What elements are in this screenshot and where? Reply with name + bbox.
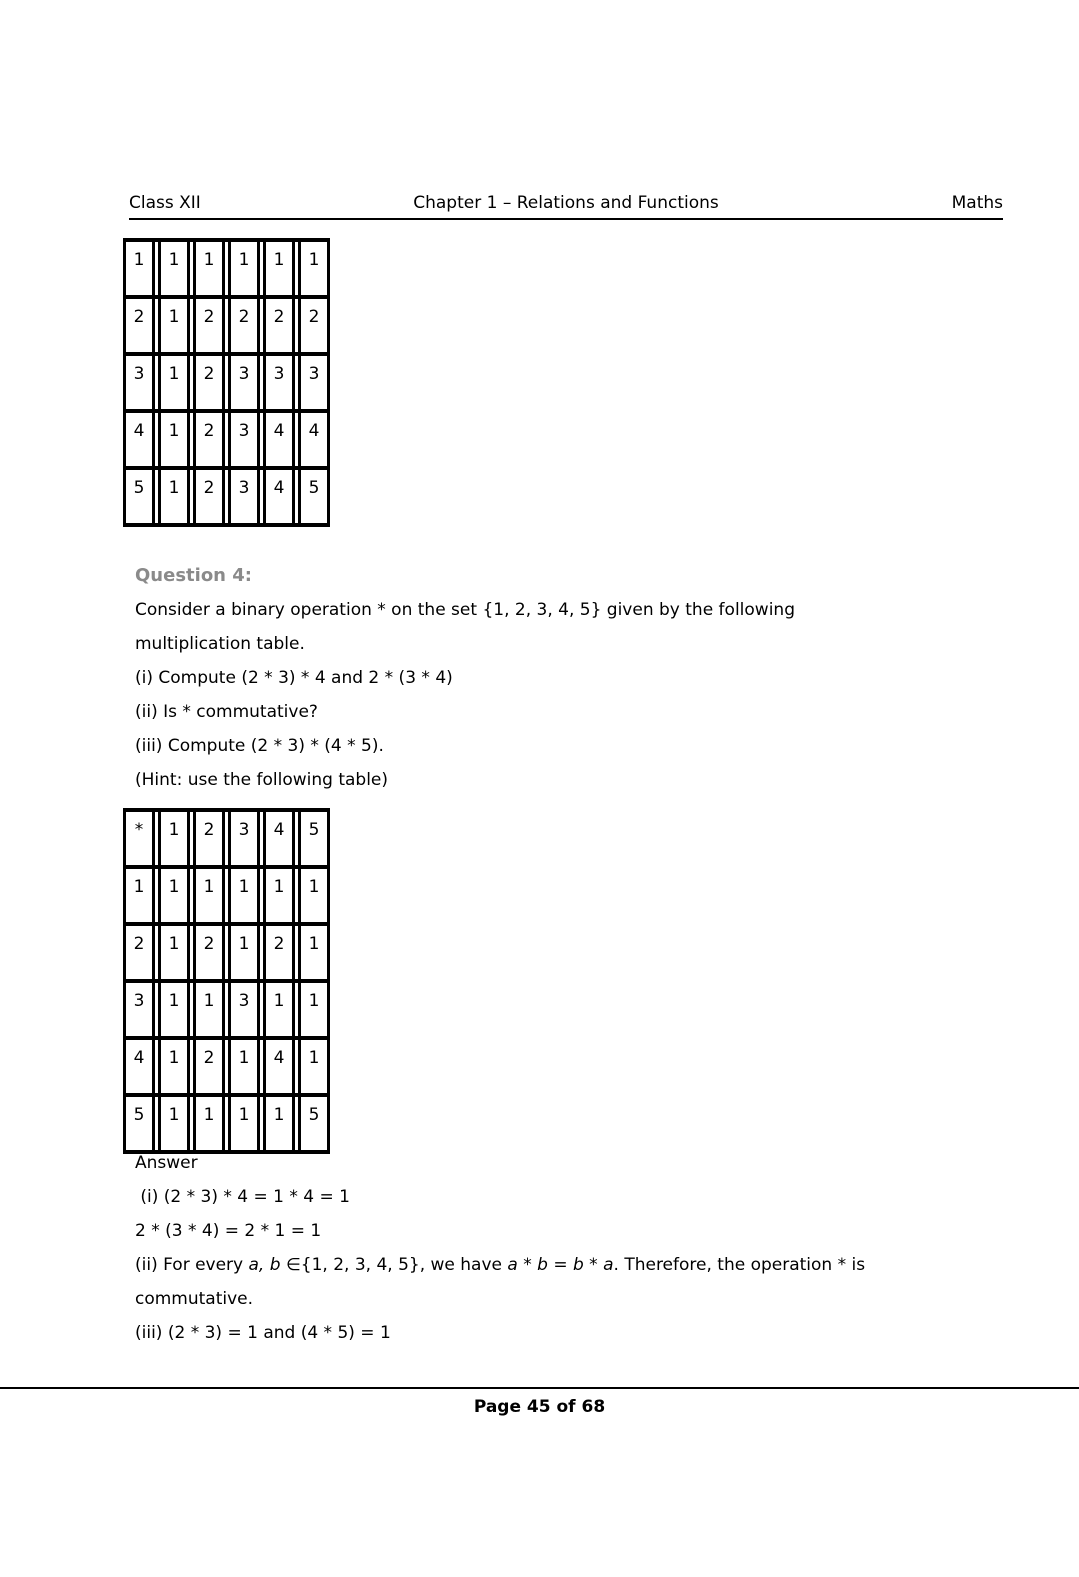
- text-run: *: [583, 1255, 604, 1275]
- table-cell: 3: [228, 812, 260, 865]
- question-text-line: multiplication table.: [135, 634, 305, 654]
- table-row: [123, 356, 330, 413]
- table-cell: 5: [123, 1097, 155, 1150]
- table-cell: 2: [193, 1040, 225, 1093]
- table-cell: 1: [228, 242, 260, 295]
- text-run: (ii) For every: [135, 1255, 249, 1275]
- question-heading: Question 4:: [135, 565, 252, 586]
- question-part-ii: (ii) Is * commutative?: [135, 702, 318, 722]
- table-row: [123, 238, 330, 299]
- table-cell: 1: [158, 1097, 190, 1150]
- table-cell: 2: [123, 299, 155, 352]
- answer-line-i-2: 2 * (3 * 4) = 2 * 1 = 1: [135, 1221, 322, 1241]
- header-subject: Maths: [951, 193, 1003, 213]
- table-cell: 2: [193, 470, 225, 523]
- table-cell: 3: [228, 983, 260, 1036]
- table-cell: 1: [298, 869, 330, 922]
- page-header: [129, 193, 1003, 220]
- table-cell: 1: [228, 926, 260, 979]
- table-row: [123, 413, 330, 470]
- text-run: b: [572, 1255, 584, 1275]
- table-cell: 1: [158, 869, 190, 922]
- table-cell: 4: [123, 413, 155, 466]
- answer-label: Answer: [135, 1153, 198, 1173]
- table-cell: 3: [228, 470, 260, 523]
- table-cell: 1: [158, 983, 190, 1036]
- table-cell: 2: [193, 812, 225, 865]
- table-row: [123, 808, 330, 869]
- answer-line-iii: (iii) (2 * 3) = 1 and (4 * 5) = 1: [135, 1323, 391, 1343]
- table-cell: 1: [158, 1040, 190, 1093]
- question-hint: (Hint: use the following table): [135, 770, 389, 790]
- table-cell: 1: [298, 926, 330, 979]
- table-cell: 3: [298, 356, 330, 409]
- table-cell: 4: [123, 1040, 155, 1093]
- table-cell: 2: [123, 926, 155, 979]
- question-part-iii: (iii) Compute (2 * 3) * (4 * 5).: [135, 736, 384, 756]
- table-cell: 1: [228, 869, 260, 922]
- table-cell: 1: [263, 1097, 295, 1150]
- answer-line-ii: [135, 1248, 1015, 1282]
- table-cell: *: [123, 812, 155, 865]
- answer-line-i-1: (i) (2 * 3) * 4 = 1 * 4 = 1: [135, 1187, 350, 1207]
- table-cell: 1: [158, 812, 190, 865]
- table-cell: 4: [298, 413, 330, 466]
- hint-operation-table: [123, 808, 330, 1154]
- table-cell: 2: [263, 926, 295, 979]
- text-run: a, b: [248, 1255, 281, 1275]
- table-cell: 5: [298, 812, 330, 865]
- table-cell: 5: [123, 470, 155, 523]
- table-cell: 1: [158, 926, 190, 979]
- question-text-line: Consider a binary operation * on the set {1, 2, 3, 4, 5} given by the following: [135, 600, 795, 620]
- table-cell: 1: [263, 242, 295, 295]
- table-cell: 4: [263, 470, 295, 523]
- question-part-i: (i) Compute (2 * 3) * 4 and 2 * (3 * 4): [135, 668, 453, 688]
- operation-table-top: [123, 238, 330, 527]
- header-chapter-title: Chapter 1 – Relations and Functions: [413, 193, 719, 213]
- table-cell: 1: [193, 242, 225, 295]
- text-run: a: [507, 1255, 518, 1275]
- table-row: [123, 299, 330, 356]
- table-cell: 1: [263, 869, 295, 922]
- table-cell: 2: [228, 299, 260, 352]
- text-run: *: [517, 1255, 538, 1275]
- table-cell: 1: [158, 413, 190, 466]
- table-row: [123, 869, 330, 926]
- table-cell: 1: [228, 1097, 260, 1150]
- table-cell: 5: [298, 470, 330, 523]
- answer-block: [135, 1146, 1015, 1350]
- header-class: Class XII: [129, 193, 201, 213]
- text-run: b: [537, 1255, 548, 1275]
- table-cell: 4: [263, 1040, 295, 1093]
- table-cell: 1: [193, 983, 225, 1036]
- table-cell: 1: [158, 299, 190, 352]
- table-row: [123, 983, 330, 1040]
- page-number: Page 45 of 68: [473, 1397, 606, 1417]
- table-cell: 1: [298, 242, 330, 295]
- table-cell: 3: [123, 983, 155, 1036]
- text-run: ∈{1, 2, 3, 4, 5}, we have: [280, 1255, 508, 1275]
- table-cell: 1: [263, 983, 295, 1036]
- footer-divider: [0, 1387, 1079, 1389]
- table-cell: 3: [228, 413, 260, 466]
- table-cell: 3: [263, 356, 295, 409]
- table-cell: 3: [123, 356, 155, 409]
- question-block: [135, 559, 1015, 797]
- table-cell: 4: [263, 413, 295, 466]
- table-cell: 1: [123, 242, 155, 295]
- text-run: =: [547, 1255, 573, 1275]
- table-cell: 2: [193, 299, 225, 352]
- table-cell: 1: [123, 869, 155, 922]
- table-cell: 2: [193, 356, 225, 409]
- table-cell: 1: [298, 1040, 330, 1093]
- table-cell: 1: [193, 869, 225, 922]
- table-cell: 2: [193, 926, 225, 979]
- table-row: [123, 926, 330, 983]
- table-cell: 5: [298, 1097, 330, 1150]
- table-cell: 4: [263, 812, 295, 865]
- table-cell: 1: [228, 1040, 260, 1093]
- table-cell: 1: [298, 983, 330, 1036]
- table-cell: 1: [158, 242, 190, 295]
- table-cell: 2: [193, 413, 225, 466]
- table-row: [123, 470, 330, 527]
- table-cell: 1: [158, 470, 190, 523]
- text-run: a: [603, 1255, 614, 1275]
- table-cell: 2: [298, 299, 330, 352]
- table-cell: 3: [228, 356, 260, 409]
- table-cell: 2: [263, 299, 295, 352]
- text-run: . Therefore, the operation * is: [613, 1255, 866, 1275]
- answer-line-ii-wrap: commutative.: [135, 1289, 254, 1309]
- table-cell: 1: [193, 1097, 225, 1150]
- table-row: [123, 1040, 330, 1097]
- table-cell: 1: [158, 356, 190, 409]
